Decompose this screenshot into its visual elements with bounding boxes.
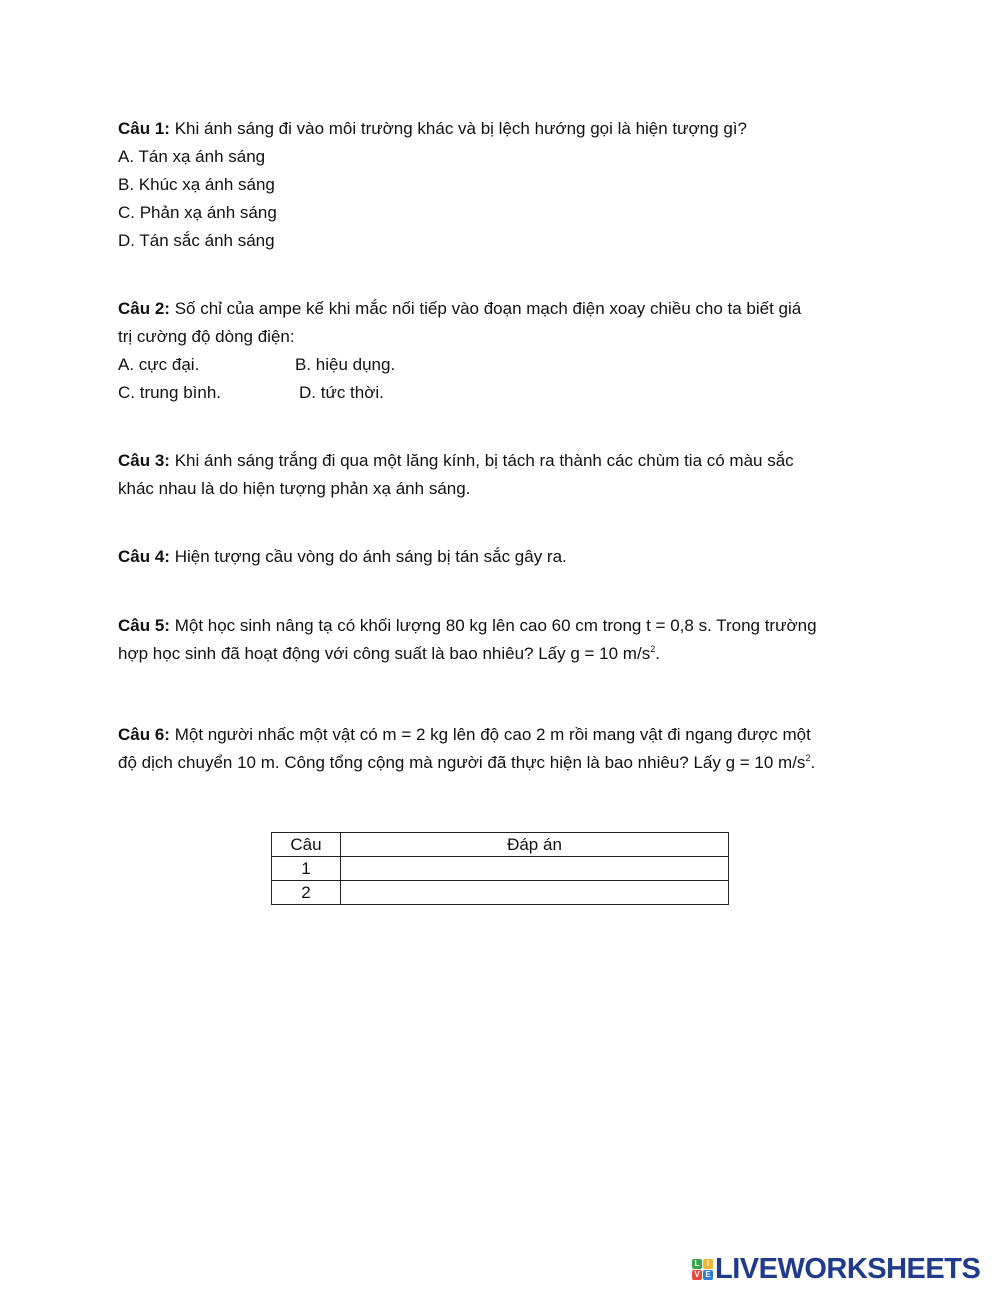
answer-table-header-answer: Đáp án — [341, 833, 729, 857]
answer-row-1-number: 1 — [272, 857, 341, 881]
question-1 — [118, 115, 888, 255]
question-1-text: Câu 1: Khi ánh sáng đi vào môi trường khác và bị lệch hướng gọi là hiện tượng gì? — [118, 119, 747, 138]
question-4-label: Câu 4: — [118, 547, 170, 566]
question-4 — [118, 543, 888, 571]
logo-mark-icon — [692, 1259, 713, 1280]
question-2-option-b: B. hiệu dụng. — [295, 355, 396, 374]
question-2-option-d: D. tức thời. — [299, 383, 384, 402]
question-3-label: Câu 3: — [118, 451, 170, 470]
question-6-text-line-2: độ dịch chuyển 10 m. Công tổng cộng mà người đã thực hiện là bao nhiêu? Lấy g = 10 $m/s^2$. — [118, 753, 816, 772]
answer-row-2-number: 2 — [272, 881, 341, 905]
logo-letter-v: V — [692, 1270, 702, 1280]
question-1-option-a: A. Tán xạ ánh sáng — [118, 147, 266, 166]
question-1-option-d: D. Tán sắc ánh sáng — [118, 231, 275, 250]
question-2-text-line-2: trị cường độ dòng điện: — [118, 327, 295, 346]
question-3-text-line-2: khác nhau là do hiện tượng phản xạ ánh sáng. — [118, 479, 471, 498]
question-1-label: Câu 1: — [118, 119, 170, 138]
logo-letter-e: E — [703, 1270, 713, 1280]
answer-table — [271, 832, 729, 905]
question-2-option-c: C. trung bình. — [118, 383, 222, 402]
question-6 — [118, 721, 888, 777]
logo-text: LIVEWORKSHEETS — [715, 1252, 981, 1285]
question-3 — [118, 447, 888, 503]
question-1-option-c: C. Phản xạ ánh sáng — [118, 203, 277, 222]
question-5-text-line-2: hợp học sinh đã hoạt động với công suất là bao nhiêu? Lấy g = 10 $m/s^2$. — [118, 644, 660, 663]
logo-letter-l: L — [692, 1259, 702, 1269]
question-5-text-line-1: Câu 5: Một học sinh nâng tạ có khối lượng 80 kg lên cao 60 cm trong t = 0,8 s. Trong trường — [118, 616, 817, 635]
question-5-label: Câu 5: — [118, 616, 170, 635]
answer-row-1-input[interactable] — [341, 857, 729, 881]
logo-letter-i: I — [703, 1259, 713, 1269]
answer-row-2-input[interactable] — [341, 881, 729, 905]
question-2-label: Câu 2: — [118, 299, 170, 318]
table-row — [272, 881, 729, 905]
question-2-text-line-1: Câu 2: Số chỉ của ampe kế khi mắc nối tiếp vào đoạn mạch điện xoay chiều cho ta biết giá — [118, 299, 802, 318]
question-5 — [118, 612, 888, 668]
question-2 — [118, 295, 888, 407]
answer-table-header-question: Câu — [272, 833, 341, 857]
question-4-text: Câu 4: Hiện tượng cầu vòng do ánh sáng bị tán sắc gây ra. — [118, 547, 567, 566]
question-6-label: Câu 6: — [118, 725, 170, 744]
question-2-option-a: A. cực đại. — [118, 355, 200, 374]
question-3-text-line-1: Câu 3: Khi ánh sáng trắng đi qua một lăng kính, bị tách ra thành các chùm tia có màu sắc — [118, 451, 794, 470]
question-6-text-line-1: Câu 6: Một người nhấc một vật có m = 2 kg lên độ cao 2 m rồi mang vật đi ngang được một — [118, 725, 811, 744]
liveworksheets-logo — [692, 1254, 980, 1284]
question-1-option-b: B. Khúc xạ ánh sáng — [118, 175, 275, 194]
table-row — [272, 857, 729, 881]
answer-table-header — [272, 833, 729, 857]
